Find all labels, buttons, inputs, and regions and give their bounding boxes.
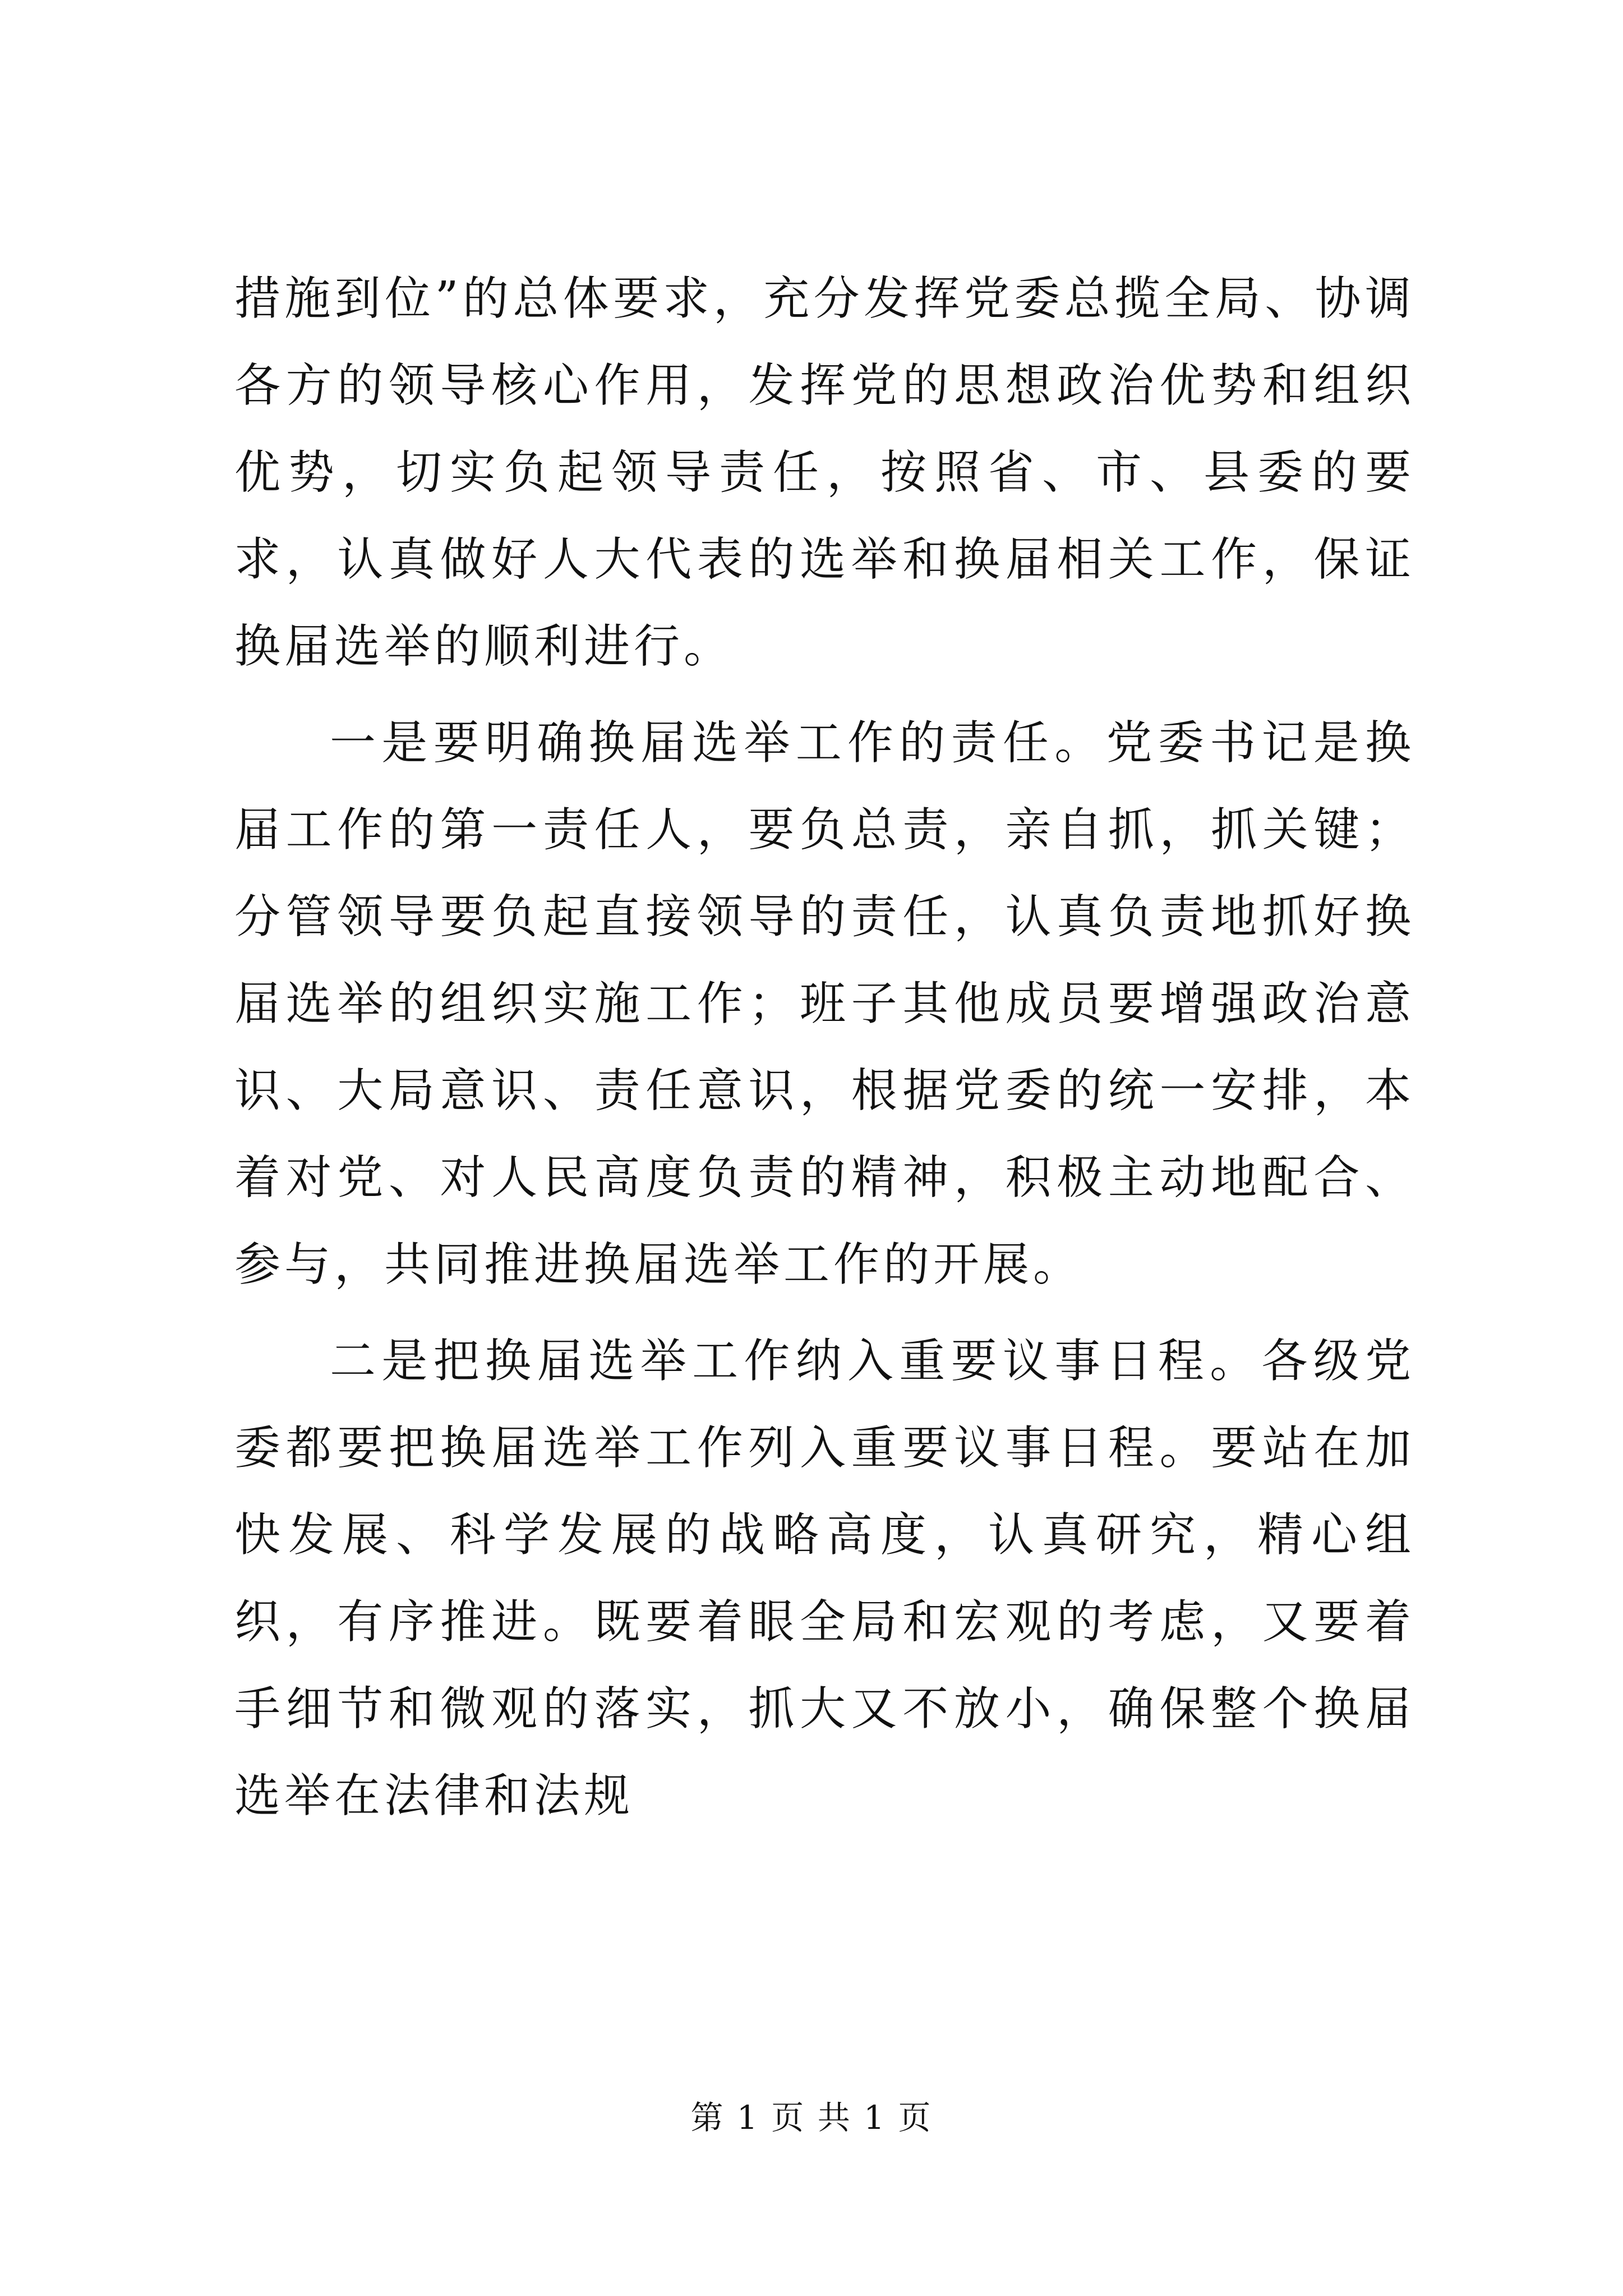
document-body xyxy=(234,255,1415,1849)
page-footer xyxy=(0,2098,1623,2137)
paragraph-continuation: 措施到位”的总体要求，充分发挥党委总揽全局、协调各方的领导核心作用，发挥党的思想政治优势和组织优势，切实负起领导责任，按照省、市、县委的要求，认真做好人大代表的选举和换届相关工作，保证换届选举的顺利进行。 xyxy=(234,272,1415,673)
paragraph-responsibility: 一是要明确换届选举工作的责任。党委书记是换届工作的第一责任人，要负总责，亲自抓，抓关键；分管领导要负起直接领导的责任，认真负责地抓好换届选举的组织实施工作；班子其他成员要增强政治意识、大局意识、责任意识，根据党委的统一安排，本着对党、对人民高度负责的精神，积极主动地配合、参与，共同推进换届选举工作的开展。 xyxy=(234,716,1415,1291)
paragraph-agenda: 二是把换届选举工作纳入重要议事日程。各级党委都要把换届选举工作列入重要议事日程。要站在加快发展、科学发展的战略高度，认真研究，精心组织，有序推进。既要着眼全局和宏观的考虑，又要着手细节和微观的落实，抓大又不放小，确保整个换届选举在法律和法规 xyxy=(234,1335,1415,1823)
page-number: 第 1 页 共 1 页 xyxy=(690,2099,933,2137)
